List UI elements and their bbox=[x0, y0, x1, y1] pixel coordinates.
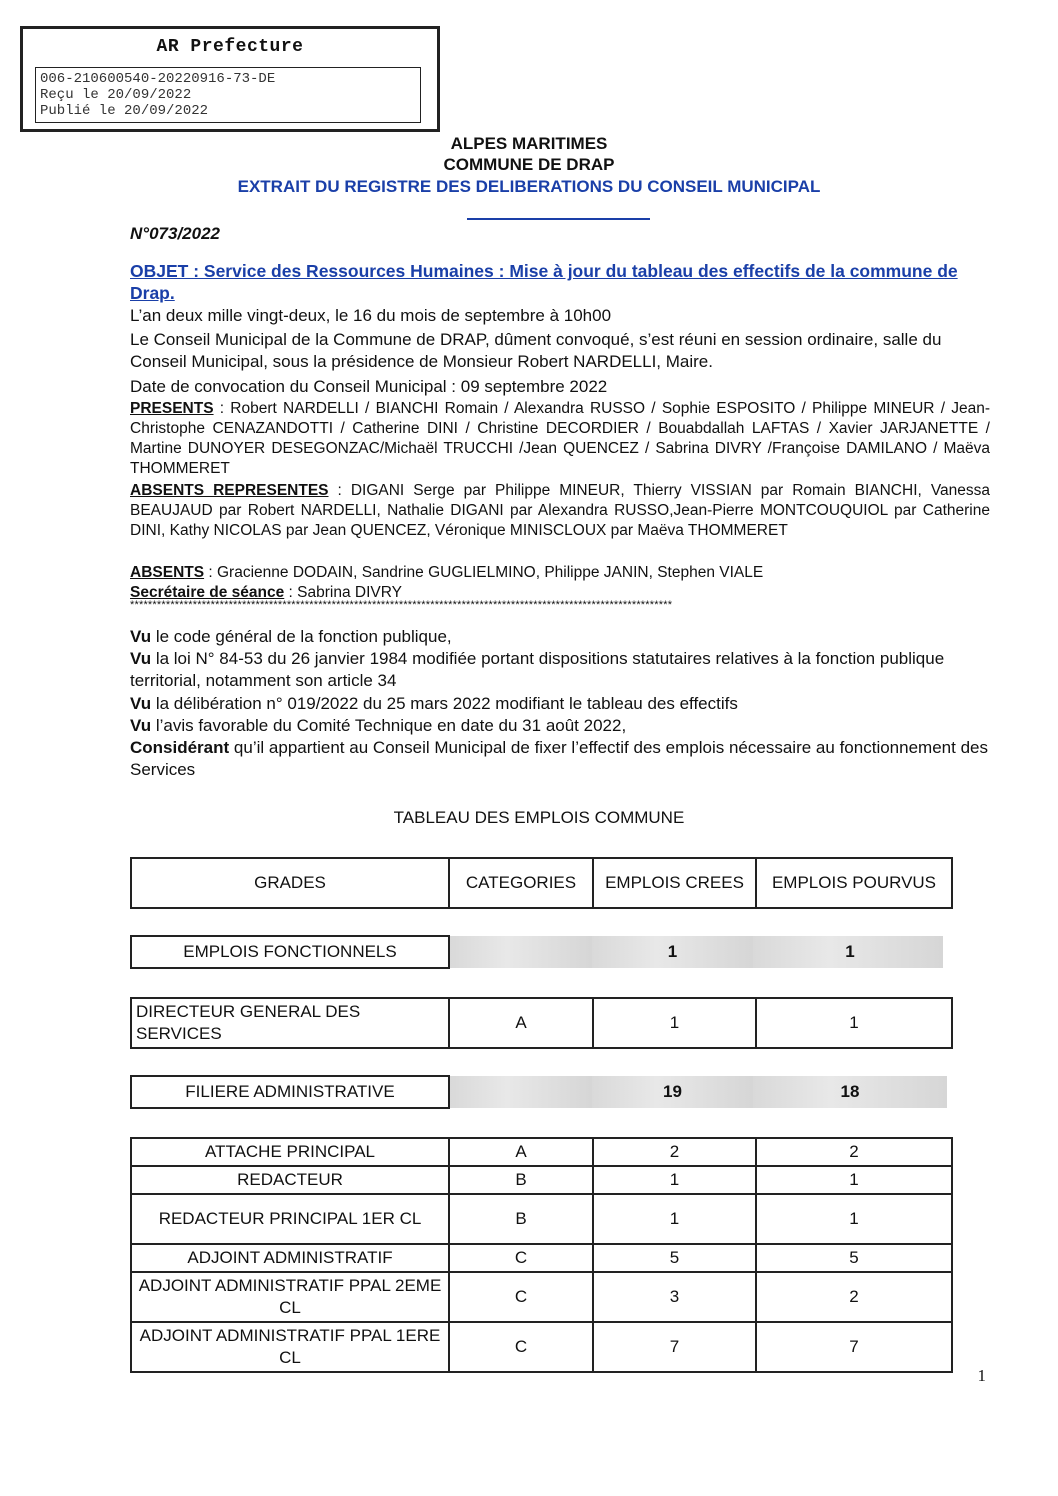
considerant-keyword: Considérant bbox=[130, 738, 230, 757]
table-row bbox=[131, 1322, 952, 1372]
section-administrative bbox=[130, 1075, 947, 1109]
stamp-reference: 006-210600540-20220916-73-DE bbox=[40, 71, 276, 87]
pourvus-cell: 1 bbox=[756, 1194, 952, 1244]
crees-cell: 1 bbox=[593, 998, 756, 1048]
vu-text: la délibération n° 019/2022 du 25 mars 2022 modifiant le tableau des effectifs bbox=[151, 694, 738, 713]
crees-cell: 5 bbox=[593, 1244, 756, 1272]
stamp-title: AR Prefecture bbox=[156, 37, 304, 57]
section-category bbox=[449, 1076, 592, 1108]
considerant-item bbox=[130, 737, 988, 781]
crees-cell: 2 bbox=[593, 1138, 756, 1166]
vu-text: l’avis favorable du Comité Technique en date du 31 août 2022, bbox=[151, 716, 627, 735]
grade-cell: REDACTEUR PRINCIPAL 1ER CL bbox=[131, 1194, 449, 1244]
section-category bbox=[449, 936, 592, 968]
category-cell: B bbox=[449, 1166, 593, 1194]
header-grades: GRADES bbox=[131, 858, 449, 908]
commune-heading: COMMUNE DE DRAP bbox=[443, 155, 615, 174]
section-label: FILIERE ADMINISTRATIVE bbox=[131, 1076, 449, 1108]
table-header bbox=[130, 857, 953, 909]
secretary-label: Secrétaire de séance bbox=[130, 584, 285, 601]
vu-item bbox=[130, 715, 988, 737]
considerant-text: qu’il appartient au Conseil Municipal de fixer l’effectif des emplois nécessaire au fonctionnement des Services bbox=[130, 738, 988, 779]
stamp-received: Reçu le 20/09/2022 bbox=[40, 87, 192, 103]
vu-item bbox=[130, 648, 988, 692]
grade-cell: REDACTEUR bbox=[131, 1166, 449, 1194]
header-emplois-pourvus: EMPLOIS POURVUS bbox=[756, 858, 952, 908]
stamp-published: Publié le 20/09/2022 bbox=[40, 103, 209, 119]
represented-names: : DIGANI Serge par Philippe MINEUR, Thierry VISSIAN par Romain BIANCHI, Vanessa BEAUJAUD par Robert NARDELLI, Nathalie DIGANI par Alexandra RUSSO,Jean-Pierre MONTCOUQUIOL par Catherine DINI, Kathy NICOLAS par Jean QUENCEZ, Véronique MINISCLOUX par Maëva THOMMERET bbox=[130, 482, 990, 539]
vu-keyword: Vu bbox=[130, 716, 152, 735]
crees-cell: 3 bbox=[593, 1272, 756, 1322]
heading-divider bbox=[467, 218, 650, 220]
separator-stars: ************************************************************************************************************************* bbox=[130, 600, 673, 610]
presents-list bbox=[130, 399, 990, 479]
vu-text: le code général de la fonction publique, bbox=[151, 627, 452, 646]
department-heading: ALPES MARITIMES bbox=[450, 134, 608, 153]
administrative-grades-table bbox=[130, 1137, 953, 1373]
secretary-name: : Sabrina DIVRY bbox=[284, 584, 402, 601]
category-cell: C bbox=[449, 1272, 593, 1322]
pourvus-cell: 2 bbox=[756, 1272, 952, 1322]
crees-cell: 1 bbox=[593, 1166, 756, 1194]
grade-cell: ATTACHE PRINCIPAL bbox=[131, 1138, 449, 1166]
category-cell: A bbox=[449, 1138, 593, 1166]
section-fonctionnels bbox=[130, 935, 943, 969]
prefecture-stamp bbox=[20, 26, 440, 132]
crees-cell: 7 bbox=[593, 1322, 756, 1372]
presents-names: : Robert NARDELLI / BIANCHI Romain / Alexandra RUSSO / Sophie ESPOSITO / Philippe MINEUR / Jean-Christophe CENAZANDOTTI / Catherine DINI / Christine DECORDIER / Bouabdallah LAFTAS / Xavier JARJANETTE / Martine DUNOYER DESEGONZAC/Michaël TRUCCHI /Jean QUENCEZ / Sabrina DIVRY /Françoise DAMILANO / Maëva THOMMERET bbox=[130, 400, 990, 477]
deliberation-number: N°073/2022 bbox=[130, 224, 220, 243]
vu-keyword: Vu bbox=[130, 649, 152, 668]
section-crees: 19 bbox=[592, 1076, 753, 1108]
dgs-table bbox=[130, 997, 953, 1049]
grade-cell: ADJOINT ADMINISTRATIF bbox=[131, 1244, 449, 1272]
category-cell: A bbox=[449, 998, 593, 1048]
grade-cell: ADJOINT ADMINISTRATIF PPAL 1ERE CL bbox=[131, 1322, 449, 1372]
session-description: Le Conseil Municipal de la Commune de DRAP, dûment convoqué, s’est réuni en session ordinaire, salle du Conseil Municipal, sous la présidence de Monsieur Robert NARDELLI, Maire. bbox=[130, 330, 942, 371]
category-cell: C bbox=[449, 1322, 593, 1372]
category-cell: C bbox=[449, 1244, 593, 1272]
crees-cell: 1 bbox=[593, 1194, 756, 1244]
section-label: EMPLOIS FONCTIONNELS bbox=[131, 936, 449, 968]
table-row bbox=[131, 1166, 952, 1194]
section-pourvus: 18 bbox=[753, 1076, 947, 1108]
pourvus-cell: 7 bbox=[756, 1322, 952, 1372]
page-number: 1 bbox=[977, 1366, 986, 1385]
category-cell: B bbox=[449, 1194, 593, 1244]
vu-keyword: Vu bbox=[130, 627, 152, 646]
represented-list bbox=[130, 481, 990, 541]
presents-label: PRESENTS bbox=[130, 400, 214, 417]
table-row bbox=[131, 1138, 952, 1166]
vu-keyword: Vu bbox=[130, 694, 152, 713]
grade-cell: DIRECTEUR GENERAL DES SERVICES bbox=[131, 998, 449, 1048]
header-categories: CATEGORIES bbox=[449, 858, 593, 908]
vu-text: la loi N° 84-53 du 26 janvier 1984 modifiée portant dispositions statutaires relatives à la fonction publique territorial, notamment son article 34 bbox=[130, 649, 945, 690]
section-pourvus: 1 bbox=[753, 936, 943, 968]
deliberation-subject: OBJET : Service des Ressources Humaines : Mise à jour du tableau des effectifs de la commune de Drap. bbox=[130, 261, 958, 303]
pourvus-cell: 5 bbox=[756, 1244, 952, 1272]
absents-names: : Gracienne DODAIN, Sandrine GUGLIELMINO, Philippe JANIN, Stephen VIALE bbox=[204, 564, 764, 581]
header-emplois-crees: EMPLOIS CREES bbox=[593, 858, 756, 908]
absents-label: ABSENTS bbox=[130, 564, 205, 581]
table-title: TABLEAU DES EMPLOIS COMMUNE bbox=[393, 808, 685, 827]
vu-item bbox=[130, 693, 988, 715]
vu-item bbox=[130, 626, 988, 648]
convocation-date: Date de convocation du Conseil Municipal : 09 septembre 2022 bbox=[130, 377, 608, 396]
represented-label: ABSENTS REPRESENTES bbox=[130, 482, 329, 499]
table-row bbox=[131, 1272, 952, 1322]
session-date: L’an deux mille vingt-deux, le 16 du mois de septembre à 10h00 bbox=[130, 306, 612, 325]
register-heading: EXTRAIT DU REGISTRE DES DELIBERATIONS DU CONSEIL MUNICIPAL bbox=[237, 177, 821, 196]
stamp-details bbox=[35, 67, 421, 123]
pourvus-cell: 1 bbox=[756, 1166, 952, 1194]
pourvus-cell: 2 bbox=[756, 1138, 952, 1166]
pourvus-cell: 1 bbox=[756, 998, 952, 1048]
table-row bbox=[131, 1244, 952, 1272]
grade-cell: ADJOINT ADMINISTRATIF PPAL 2EME CL bbox=[131, 1272, 449, 1322]
section-crees: 1 bbox=[592, 936, 753, 968]
absents-list bbox=[130, 563, 990, 583]
table-row bbox=[131, 1194, 952, 1244]
